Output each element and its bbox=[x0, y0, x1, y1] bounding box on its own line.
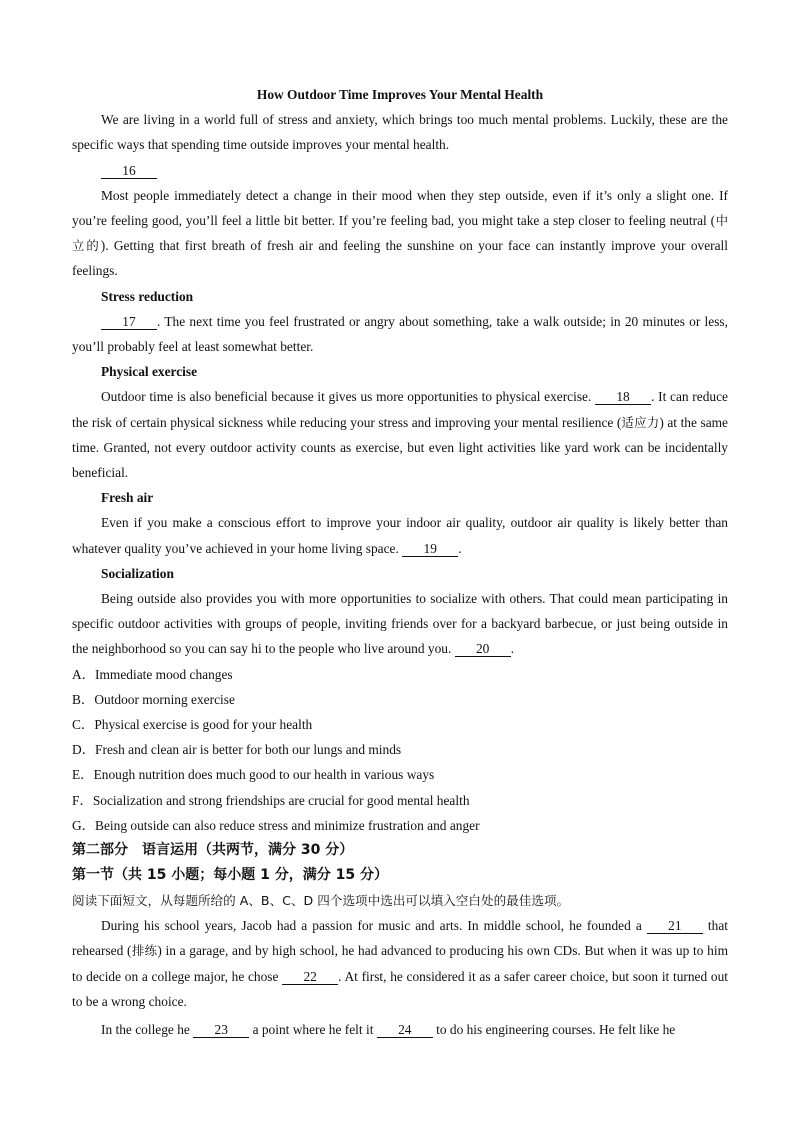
intro-paragraph: We are living in a world full of stress and anxiety, which brings too much mental problems. Luckily, these are the specific ways that spending time outside improves your mental health. bbox=[72, 112, 728, 153]
cloze2-text-b: a point where he felt it bbox=[249, 1021, 377, 1037]
physical-cn-gloss: 适应力 bbox=[621, 414, 660, 430]
cloze1-text-c: ) in a garage, and by high school, he had advanced to producing his own CDs. But when it was up to him to decide on a college major, he chose bbox=[72, 943, 728, 984]
cloze-paragraph-2 bbox=[72, 1017, 728, 1042]
stress-text: . The next time you feel frustrated or angry about something, take a walk outside; in 20 minutes or less, you’ll probably feel at least somewhat better. bbox=[72, 313, 728, 355]
option-a: A．Immediate mood changes bbox=[72, 666, 233, 682]
blank-16-line bbox=[72, 158, 728, 183]
stress-paragraph bbox=[72, 309, 728, 359]
heading-air: Fresh air bbox=[101, 490, 154, 506]
blank-20: 20 bbox=[455, 641, 511, 657]
mood-text-end: ). Getting that first breath of fresh air and feeling the sunshine on your face can instantly improve your overall feelings. bbox=[72, 238, 728, 279]
heading-stress: Stress reduction bbox=[101, 288, 194, 304]
mood-paragraph bbox=[72, 183, 728, 284]
blank-16: 16 bbox=[101, 163, 157, 179]
blank-24: 24 bbox=[377, 1022, 433, 1038]
blank-17: 17 bbox=[101, 314, 157, 330]
blank-18: 18 bbox=[595, 389, 651, 405]
blank-21: 21 bbox=[647, 918, 703, 934]
cloze2-text-a: In the college he bbox=[101, 1021, 194, 1037]
cloze1-text-b: that rehearsed ( bbox=[72, 918, 728, 959]
heading-physical: Physical exercise bbox=[101, 364, 198, 380]
option-e: E．Enough nutrition does much good to our health in various ways bbox=[72, 767, 435, 783]
cloze1-text-a: During his school years, Jacob had a passion for music and arts. In middle school, he founded a bbox=[101, 918, 647, 934]
heading-social: Socialization bbox=[101, 565, 174, 581]
section1-instruction: 阅读下面短文，从每题所给的 A、B、C、D 四个选项中选出可以填入空白处的最佳选项。 bbox=[72, 893, 570, 909]
air-paragraph: Even if you make a conscious effort to improve your indoor air quality, outdoor air quality is likely better than whatever quality you’ve achieved in your home living space. 19 . bbox=[72, 515, 728, 556]
physical-text-b: . It can reduce the risk of certain physical sickness while reducing your stress and improving your mental resilience ( bbox=[72, 389, 728, 430]
part2-heading: 第二部分 语言运用（共两节，满分 30 分） bbox=[72, 842, 354, 859]
physical-paragraph bbox=[72, 384, 728, 485]
social-paragraph: Being outside also provides you with more opportunities to socialize with others. That could mean participating in specific outdoor activities with groups of people, inviting friends over for a backyard barbecue, or just being outside in the neighborhood so you can say hi to the people who live around you. 20 . bbox=[72, 591, 728, 657]
section1-heading: 第一节（共 15 小题；每小题 1 分，满分 15 分） bbox=[72, 867, 388, 884]
blank-19: 19 bbox=[402, 541, 458, 557]
option-g: G．Being outside can also reduce stress and minimize frustration and anger bbox=[72, 817, 480, 833]
cloze2-text-c: to do his engineering courses. He felt like he bbox=[432, 1021, 676, 1037]
blank-23: 23 bbox=[193, 1022, 249, 1038]
mood-cn-gloss: 中立的 bbox=[72, 213, 728, 254]
option-b: B．Outdoor morning exercise bbox=[72, 691, 235, 707]
cloze-paragraph-1 bbox=[72, 913, 728, 1014]
option-f: F．Socialization and strong friendships are crucial for good mental health bbox=[72, 792, 470, 808]
physical-text-a: Outdoor time is also beneficial because it gives us more opportunities to physical exercise. bbox=[101, 389, 596, 405]
blank-22: 22 bbox=[282, 969, 338, 985]
social-text: Being outside also provides you with more opportunities to socialize with others. That could mean participating in specific outdoor activities with groups of people, inviting friends over for a backyard barbecue, or just being outside in the neighborhood so you can say hi to the people who live around you. bbox=[72, 591, 728, 657]
document-page bbox=[72, 82, 728, 1042]
option-c: C．Physical exercise is good for your health bbox=[72, 717, 313, 733]
cloze1-text-d: . At first, he considered it as a safer career choice, but soon it turned out to be a wrong choice. bbox=[72, 968, 728, 1009]
option-d: D．Fresh and clean air is better for both our lungs and minds bbox=[72, 742, 402, 758]
article-title: How Outdoor Time Improves Your Mental Health bbox=[256, 87, 544, 102]
physical-text-c: ) at the same time. Granted, not every outdoor activity counts as exercise, but even light activities like yard work can be incidentally beneficial. bbox=[72, 414, 728, 481]
mood-text: Most people immediately detect a change in their mood when they step outside, even if it’s only a slight one. If you’re feeling good, you’ll feel a little bit better. If you’re feeling bad, you might take a step closer to feeling neutral ( bbox=[72, 187, 728, 229]
cloze1-cn-gloss: 排练 bbox=[131, 943, 158, 959]
air-text: Even if you make a conscious effort to improve your indoor air quality, outdoor air quality is likely better than whatever quality you’ve achieved in your home living space. bbox=[72, 515, 728, 556]
